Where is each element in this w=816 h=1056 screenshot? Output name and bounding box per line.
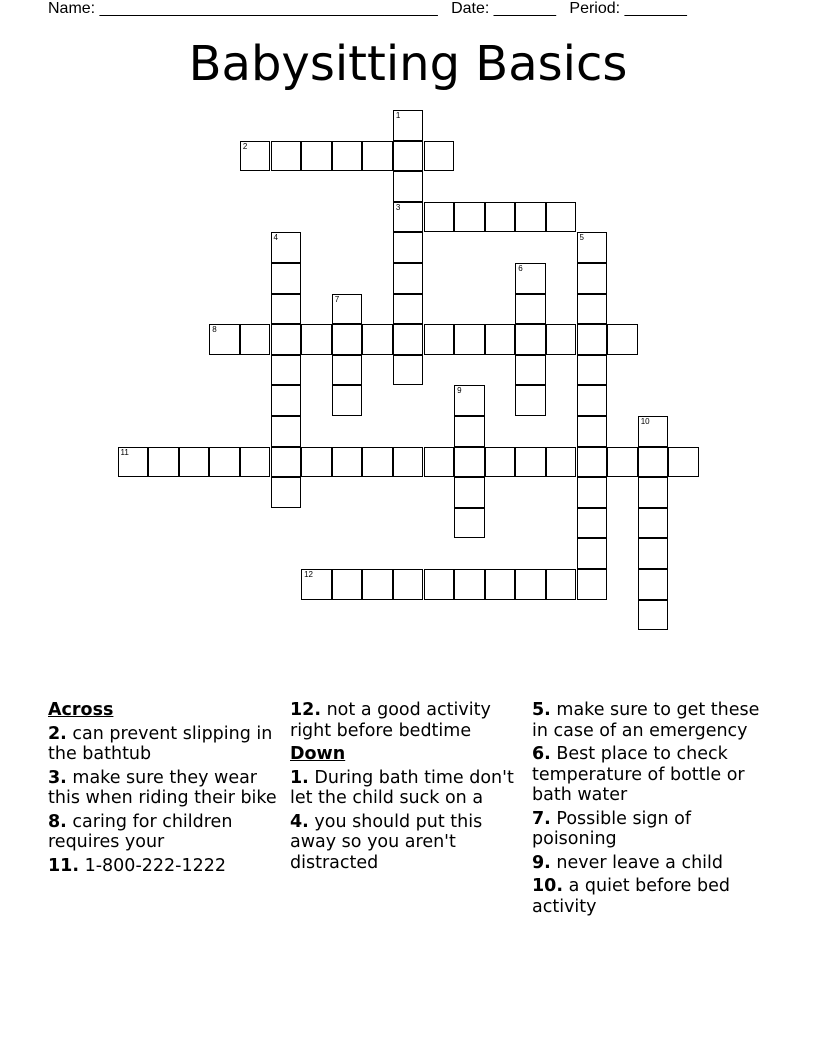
clue-text: not a good activity right before bedtime bbox=[290, 700, 491, 741]
cell-number: 4 bbox=[273, 233, 278, 243]
crossword-cell[interactable] bbox=[271, 477, 302, 508]
date-label: Date: bbox=[451, 0, 490, 17]
cell-number: 5 bbox=[579, 233, 584, 243]
crossword-cell[interactable] bbox=[332, 355, 363, 386]
crossword-cell[interactable] bbox=[332, 324, 363, 355]
cell-number: 1 bbox=[395, 111, 401, 120]
crossword-cell[interactable] bbox=[393, 141, 424, 172]
cell-number: 7 bbox=[334, 294, 340, 304]
clue-number: 1. bbox=[290, 767, 309, 788]
crossword-cell[interactable] bbox=[271, 355, 302, 386]
crossword-cell[interactable] bbox=[209, 447, 240, 478]
crossword-cell[interactable] bbox=[240, 141, 271, 172]
clue-number: 3. bbox=[48, 767, 67, 788]
crossword-cell[interactable] bbox=[515, 324, 546, 355]
crossword-cell[interactable] bbox=[638, 569, 669, 600]
clue-text: make sure to get these in case of an emergency bbox=[532, 700, 760, 741]
crossword-cell[interactable] bbox=[271, 263, 302, 294]
crossword-cell[interactable] bbox=[362, 141, 393, 172]
crossword-cell[interactable] bbox=[362, 447, 393, 478]
crossword-cell[interactable] bbox=[546, 569, 577, 600]
cell-number: 3 bbox=[395, 202, 401, 212]
clue-number: 7. bbox=[532, 808, 551, 829]
crossword-cell[interactable] bbox=[485, 202, 516, 233]
down-clue-1 bbox=[290, 768, 522, 809]
period-blank[interactable]: _______ bbox=[624, 0, 687, 17]
crossword-cell[interactable] bbox=[577, 416, 608, 447]
clue-number: 12. bbox=[290, 700, 322, 720]
crossword-cell[interactable] bbox=[271, 232, 302, 263]
crossword-cell[interactable] bbox=[301, 324, 332, 355]
crossword-cell[interactable] bbox=[393, 171, 424, 202]
crossword-cell[interactable] bbox=[546, 447, 577, 478]
crossword-cell[interactable] bbox=[424, 141, 455, 172]
crossword-cell[interactable] bbox=[332, 141, 363, 172]
crossword-cell[interactable] bbox=[577, 355, 608, 386]
crossword-cell[interactable] bbox=[638, 600, 669, 631]
crossword-cell[interactable] bbox=[485, 324, 516, 355]
crossword-cell[interactable] bbox=[515, 385, 546, 416]
crossword-cell[interactable] bbox=[577, 232, 608, 263]
crossword-cell[interactable] bbox=[577, 447, 608, 478]
crossword-cell[interactable] bbox=[271, 294, 302, 325]
clue-number: 6. bbox=[532, 744, 551, 764]
crossword-cell[interactable] bbox=[638, 447, 669, 478]
name-label: Name: bbox=[48, 0, 96, 17]
down-clue-6 bbox=[532, 744, 764, 806]
clue-column-2 bbox=[290, 700, 522, 876]
clue-text: never leave a child bbox=[556, 852, 724, 873]
cell-number: 2 bbox=[242, 141, 248, 151]
crossword-cell[interactable] bbox=[638, 477, 669, 508]
crossword-cell[interactable] bbox=[362, 569, 393, 600]
crossword-cell[interactable] bbox=[485, 569, 516, 600]
cell-number: 10 bbox=[640, 417, 650, 426]
crossword-cell[interactable] bbox=[393, 569, 424, 600]
cell-number: 9 bbox=[457, 386, 462, 396]
crossword-cell[interactable] bbox=[393, 355, 424, 386]
crossword-cell[interactable] bbox=[454, 477, 485, 508]
crossword-cell[interactable] bbox=[515, 569, 546, 600]
crossword-cell[interactable] bbox=[393, 294, 424, 325]
crossword-cell[interactable] bbox=[424, 569, 455, 600]
down-clue-10 bbox=[532, 876, 764, 917]
crossword-cell[interactable] bbox=[424, 324, 455, 355]
clue-text: a quiet before bed activity bbox=[532, 876, 730, 917]
crossword-cell[interactable] bbox=[546, 324, 577, 355]
crossword-cell[interactable] bbox=[454, 569, 485, 600]
clue-text: caring for children requires your bbox=[48, 811, 233, 852]
crossword-cell[interactable] bbox=[546, 202, 577, 233]
clue-number: 5. bbox=[532, 700, 551, 720]
cell-number: 6 bbox=[518, 264, 523, 273]
crossword-cell[interactable] bbox=[301, 141, 332, 172]
crossword-cell[interactable] bbox=[668, 447, 699, 478]
crossword-cell[interactable] bbox=[332, 569, 363, 600]
crossword-cell[interactable] bbox=[454, 324, 485, 355]
down-clue-4 bbox=[290, 812, 522, 874]
crossword-cell[interactable] bbox=[577, 538, 608, 569]
crossword-cell[interactable] bbox=[638, 538, 669, 569]
crossword-cell[interactable] bbox=[515, 202, 546, 233]
clue-number: 2. bbox=[48, 723, 67, 744]
crossword-cell[interactable] bbox=[577, 263, 608, 294]
crossword-cell[interactable] bbox=[240, 447, 271, 478]
crossword-cell[interactable] bbox=[301, 569, 332, 600]
crossword-cell[interactable] bbox=[148, 447, 179, 478]
crossword-cell[interactable] bbox=[271, 385, 302, 416]
crossword-cell[interactable] bbox=[577, 508, 608, 539]
crossword-cell[interactable] bbox=[332, 447, 363, 478]
clue-number: 9. bbox=[532, 852, 551, 873]
crossword-cell[interactable] bbox=[577, 385, 608, 416]
clue-number: 11. bbox=[48, 855, 80, 876]
across-clue-11 bbox=[48, 856, 280, 877]
crossword-cell[interactable] bbox=[424, 447, 455, 478]
down-clue-7 bbox=[532, 809, 764, 850]
across-clue-3 bbox=[48, 768, 280, 809]
crossword-cell[interactable] bbox=[454, 385, 485, 416]
crossword-cell[interactable] bbox=[301, 447, 332, 478]
crossword-cell[interactable] bbox=[515, 294, 546, 325]
clue-text: you should put this away so you aren't distracted bbox=[290, 811, 483, 873]
crossword-cell[interactable] bbox=[454, 447, 485, 478]
crossword-cell[interactable] bbox=[577, 294, 608, 325]
crossword-cell[interactable] bbox=[393, 232, 424, 263]
clue-text: During bath time don't let the child suck on a bbox=[290, 767, 514, 808]
crossword-cell[interactable] bbox=[607, 324, 638, 355]
crossword-cell[interactable] bbox=[332, 385, 363, 416]
date-blank[interactable]: _______ bbox=[493, 0, 557, 17]
crossword-cell[interactable] bbox=[638, 416, 669, 447]
across-clue-2 bbox=[48, 724, 280, 765]
crossword-cell[interactable] bbox=[577, 324, 608, 355]
crossword-cell[interactable] bbox=[240, 324, 271, 355]
crossword-cell[interactable] bbox=[209, 324, 240, 355]
crossword-cell[interactable] bbox=[332, 294, 363, 325]
crossword-cell[interactable] bbox=[393, 110, 424, 141]
crossword-cell[interactable] bbox=[393, 447, 424, 478]
clue-number: 4. bbox=[290, 811, 309, 832]
crossword-cell[interactable] bbox=[393, 263, 424, 294]
down-clue-9 bbox=[532, 853, 764, 874]
cell-number: 8 bbox=[212, 325, 217, 335]
crossword-cell[interactable] bbox=[271, 447, 302, 478]
clue-text: can prevent slipping in the bathtub bbox=[48, 723, 273, 764]
down-heading: Down bbox=[290, 744, 346, 764]
crossword-cell[interactable] bbox=[271, 141, 302, 172]
across-heading: Across bbox=[48, 700, 114, 720]
clue-text: make sure they wear this when riding their bike bbox=[48, 767, 277, 808]
crossword-cell[interactable] bbox=[454, 508, 485, 539]
crossword-cell[interactable] bbox=[485, 447, 516, 478]
crossword-cell[interactable] bbox=[271, 416, 302, 447]
clue-number: 8. bbox=[48, 811, 67, 832]
down-clue-5 bbox=[532, 700, 764, 741]
crossword-cell[interactable] bbox=[393, 324, 424, 355]
crossword-cell[interactable] bbox=[515, 355, 546, 386]
clue-column-1 bbox=[48, 700, 280, 879]
crossword-cell[interactable] bbox=[515, 263, 546, 294]
clue-number: 10. bbox=[532, 876, 564, 896]
across-clue-8 bbox=[48, 812, 280, 853]
name-blank[interactable]: ______________________________________ bbox=[99, 0, 438, 17]
crossword-cell[interactable] bbox=[577, 477, 608, 508]
puzzle-title: Babysitting Basics bbox=[188, 36, 628, 92]
crossword-cell[interactable] bbox=[577, 569, 608, 600]
cell-number: 11 bbox=[120, 447, 129, 457]
clue-text: Possible sign of poisoning bbox=[532, 808, 692, 849]
period-label: Period: bbox=[569, 0, 621, 17]
crossword-cell[interactable] bbox=[454, 416, 485, 447]
clue-text: 1-800-222-1222 bbox=[84, 855, 227, 876]
across-clue-12 bbox=[290, 700, 522, 741]
crossword-cell[interactable] bbox=[271, 324, 302, 355]
crossword-cell[interactable] bbox=[179, 447, 210, 478]
clue-column-3 bbox=[532, 700, 764, 920]
crossword-cell[interactable] bbox=[118, 447, 149, 478]
cell-number: 12 bbox=[304, 570, 313, 579]
crossword-cell[interactable] bbox=[424, 202, 455, 233]
crossword-cell[interactable] bbox=[638, 508, 669, 539]
crossword-cell[interactable] bbox=[393, 202, 424, 233]
crossword-cell[interactable] bbox=[362, 324, 393, 355]
clue-text: Best place to check temperature of bottle or bath water bbox=[532, 744, 745, 805]
crossword-cell[interactable] bbox=[454, 202, 485, 233]
crossword-cell[interactable] bbox=[515, 447, 546, 478]
crossword-cell[interactable] bbox=[607, 447, 638, 478]
